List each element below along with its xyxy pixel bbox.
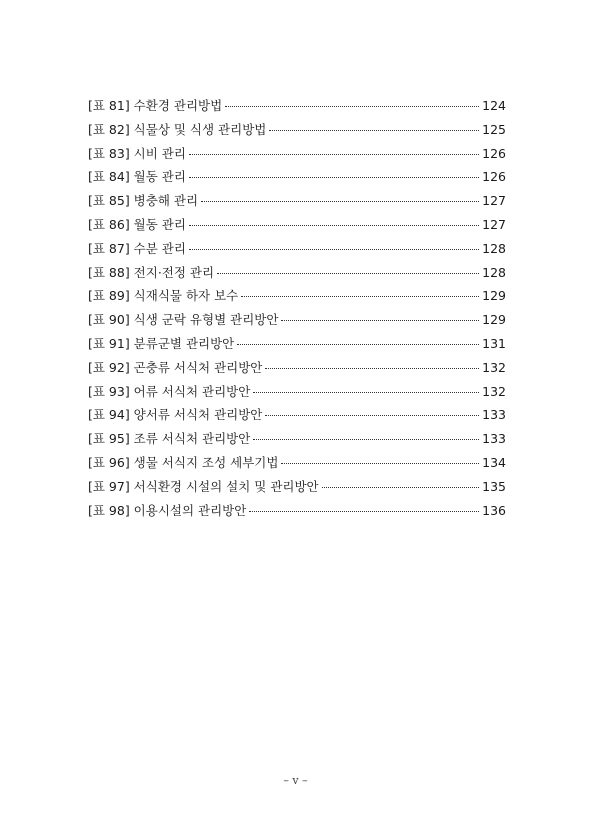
toc-entry-label: [표 88] 전지·전정 관리 [88, 264, 215, 280]
dot-leader [241, 295, 479, 297]
dot-leader [249, 510, 479, 512]
dot-leader [281, 319, 479, 321]
toc-entry-label: [표 85] 병충해 관리 [88, 193, 199, 209]
toc-entry[interactable] [88, 237, 506, 261]
toc-entry-page: 126 [482, 145, 506, 161]
toc-entry-page: 133 [482, 407, 506, 423]
toc-entry[interactable] [88, 213, 506, 237]
toc-entry-label: [표 82] 식물상 및 식생 관리방법 [88, 121, 267, 137]
toc-entry-page: 126 [482, 169, 506, 185]
toc-entry-page: 127 [482, 193, 506, 209]
toc-entry[interactable] [88, 189, 506, 213]
toc-entry-page: 135 [482, 478, 506, 494]
toc-entry-page: 129 [482, 312, 506, 328]
toc-entry-label: [표 96] 생물 서식지 조성 세부기법 [88, 454, 279, 470]
page-number: – v – [283, 774, 308, 787]
toc-entry[interactable] [88, 284, 506, 308]
toc-entry[interactable] [88, 427, 506, 451]
dot-leader [189, 153, 479, 155]
dot-leader [281, 462, 479, 464]
toc-entry-page: 129 [482, 288, 506, 304]
toc-entry[interactable] [88, 165, 506, 189]
toc-entry-label: [표 86] 월동 관리 [88, 216, 186, 232]
toc-entry-label: [표 87] 수분 관리 [88, 240, 186, 256]
toc-entry-page: 128 [482, 240, 506, 256]
toc-entry[interactable] [88, 332, 506, 356]
toc-entry-page: 127 [482, 216, 506, 232]
toc-entry-label: [표 84] 월동 관리 [88, 169, 186, 185]
dot-leader [265, 367, 479, 369]
dot-leader [265, 414, 479, 416]
toc-entry-label: [표 97] 서식환경 시설의 설치 및 관리방안 [88, 478, 319, 494]
toc-entry[interactable] [88, 499, 506, 523]
dot-leader [189, 176, 479, 178]
toc-entry-page: 136 [482, 502, 506, 518]
dot-leader [253, 391, 479, 393]
toc-entry-page: 132 [482, 359, 506, 375]
dot-leader [269, 129, 479, 131]
toc-entry[interactable] [88, 308, 506, 332]
toc-entry[interactable] [88, 356, 506, 380]
toc-entry[interactable] [88, 451, 506, 475]
toc-entry-page: 124 [482, 98, 506, 113]
toc-entry[interactable] [88, 475, 506, 499]
toc-entry-page: 128 [482, 264, 506, 280]
dot-leader [253, 438, 479, 440]
toc-entry-label: [표 93] 어류 서식처 관리방안 [88, 383, 251, 399]
dot-leader [217, 272, 479, 274]
toc-entry[interactable] [88, 94, 506, 118]
toc-entry-label: [표 89] 식재식물 하자 보수 [88, 288, 239, 304]
toc-entry-page: 125 [482, 121, 506, 137]
table-of-contents [88, 94, 506, 522]
toc-entry[interactable] [88, 142, 506, 166]
toc-entry-label: [표 90] 식생 군락 유형별 관리방안 [88, 312, 279, 328]
toc-entry-page: 134 [482, 454, 506, 470]
toc-entry-page: 133 [482, 431, 506, 447]
dot-leader [322, 486, 480, 488]
toc-entry[interactable] [88, 403, 506, 427]
dot-leader [201, 200, 479, 202]
toc-entry-label: [표 83] 시비 관리 [88, 145, 186, 161]
toc-entry-page: 132 [482, 383, 506, 399]
toc-entry-page: 131 [482, 335, 506, 351]
toc-entry[interactable] [88, 261, 506, 285]
dot-leader [189, 248, 479, 250]
dot-leader [189, 224, 479, 226]
toc-entry-label: [표 81] 수환경 관리방법 [88, 98, 223, 113]
toc-entry-label: [표 98] 이용시설의 관리방안 [88, 502, 247, 518]
dot-leader [237, 343, 479, 345]
toc-entry[interactable] [88, 118, 506, 142]
toc-entry-label: [표 95] 조류 서식처 관리방안 [88, 431, 251, 447]
toc-entry-label: [표 94] 양서류 서식처 관리방안 [88, 407, 263, 423]
toc-entry[interactable] [88, 380, 506, 404]
dot-leader [225, 105, 479, 107]
toc-entry-label: [표 91] 분류군별 관리방안 [88, 335, 235, 351]
toc-entry-label: [표 92] 곤충류 서식처 관리방안 [88, 359, 263, 375]
